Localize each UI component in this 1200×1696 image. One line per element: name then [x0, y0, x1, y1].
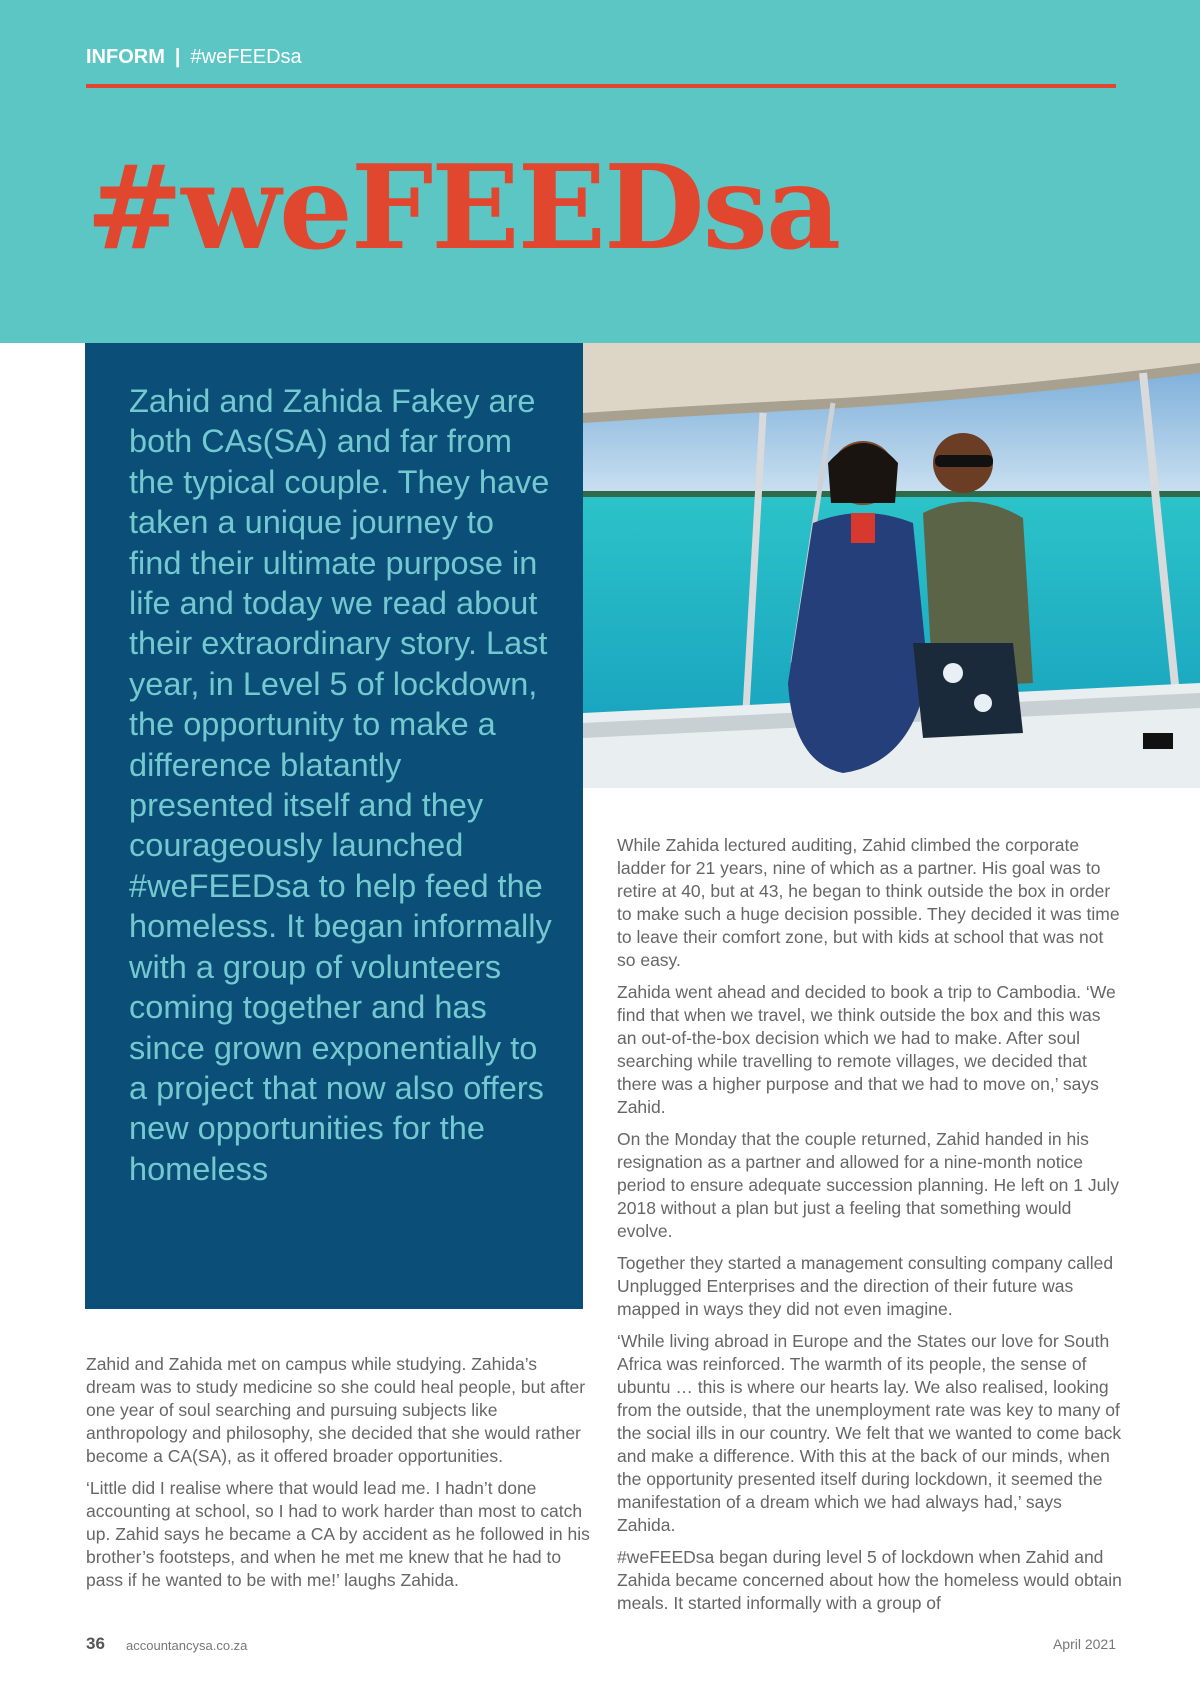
body-paragraph: ‘Little did I realise where that would lead me. I hadn’t done accounting at school, so I had to work harder than most to catch up. Zahid says he became a CA by accident as he followed in his brother’s footsteps, and when he met me knew that he had to pass if he wanted to be with me!’ laughs Zahida.	[86, 1478, 590, 1590]
couple-on-boat-photo	[583, 343, 1200, 788]
body-paragraph: Zahid and Zahida met on campus while studying. Zahida’s dream was to study medicine so she could heal people, but after one year of soul searching and pursuing subjects like anthropology and philosophy, she decided that she would rather become a CA(SA), as it offered broader opportunities.	[86, 1354, 586, 1466]
body-paragraph: Zahida went ahead and decided to book a trip to Cambodia. ‘We find that when we travel, we think outside the box and this was an out-of-the-box decision which we had to make. After soul searching while travelling to remote villages, we decided that there was a higher purpose and that we had to move on,’ says Zahid.	[617, 982, 1116, 1117]
section-name: INFORM	[86, 46, 165, 68]
section-label	[86, 46, 302, 69]
left-column	[86, 1353, 591, 1601]
body-paragraph: On the Monday that the couple returned, Zahid handed in his resignation as a partner and allowed for a nine-month notice period to ensure adequate succession planning. He left on 1 July 2018 without a plan but just a feeling that something would evolve.	[617, 1129, 1119, 1241]
intro-text: Zahid and Zahida Fakey are both CAs(SA) and far from the typical couple. They have taken a unique journey to find their ultimate purpose in life and today we read about their extraordinary story. Last year, in Level 5 of lockdown, the opportunity to make a difference blatantly presented itself and they courageously launched #weFEEDsa to help feed the homeless. It began informally with a group of volunteers coming together and has since grown exponentially to a project that now also offers new opportunities for the homeless	[129, 383, 552, 1187]
section-separator: |	[174, 46, 181, 68]
intro-box	[85, 343, 583, 1309]
body-paragraph: ‘While living abroad in Europe and the States our love for South Africa was reinforced. The warmth of its people, the sense of ubuntu … this is where our hearts lay. We also realised, looking from the outside, that the unemployment rate was key to many of the social ills in our country. We felt that we wanted to come back and make a difference. With this at the back of our minds, when the opportunity presented itself during lockdown, it seemed the manifestation of a dream which we had always had,’ says Zahida.	[617, 1331, 1122, 1535]
header-banner	[0, 0, 1200, 343]
body-paragraph: #weFEEDsa began during level 5 of lockdown when Zahid and Zahida became concerned about how the homeless would obtain meals. It started informally with a group of	[617, 1547, 1122, 1613]
header-rule	[86, 84, 1116, 88]
page-title: #weFEEDsa	[86, 140, 840, 276]
body-paragraph: While Zahida lectured auditing, Zahid climbed the corporate ladder for 21 years, nine of which as a partner. His goal was to retire at 40, but at 43, he began to think outside the box in order to make such a huge decision possible. They decided it was time to leave their comfort zone, but with kids at school that was not so easy.	[617, 835, 1120, 970]
footer-date: April 2021	[1052, 1636, 1116, 1652]
right-column	[617, 834, 1122, 1624]
footer-website: accountancysa.co.za	[126, 1638, 248, 1653]
page-number: 36	[86, 1634, 105, 1653]
body-paragraph: Together they started a management consulting company called Unplugged Enterprises and the direction of their future was mapped in ways they did not even imagine.	[617, 1253, 1114, 1319]
section-hashtag: #weFEEDsa	[190, 46, 302, 68]
